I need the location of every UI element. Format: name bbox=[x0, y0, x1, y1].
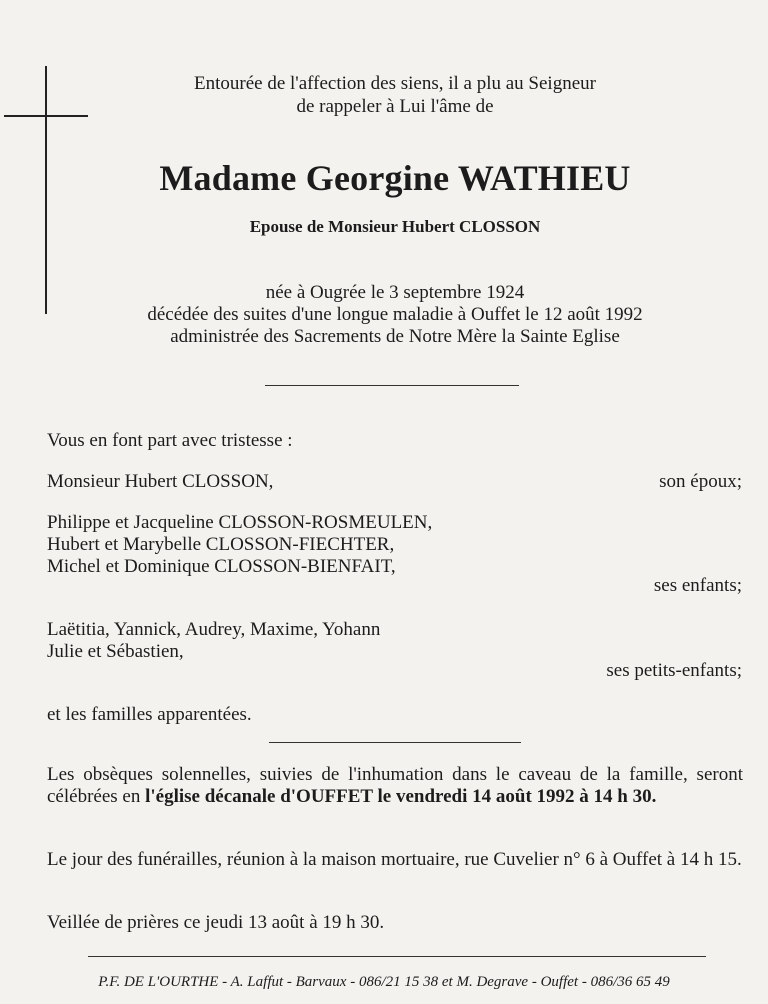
intro-line-2: de rappeler à Lui l'âme de bbox=[296, 96, 494, 117]
spouse-line: Epouse de Monsieur Hubert CLOSSON bbox=[249, 217, 541, 236]
funeral-location-time: l'église décanale d'OUFFET le vendredi 14 août 1992 à 14 h 30. bbox=[145, 786, 657, 807]
gathering-paragraph: Le jour des funérailles, réunion à la maison mortuaire, rue Cuvelier n° 6 à Ouffet à 14 h 15. bbox=[47, 849, 742, 870]
husband-name: Monsieur Hubert CLOSSON, bbox=[47, 471, 274, 492]
intro-line-1: Entourée de l'affection des siens, il a plu au Seigneur bbox=[194, 73, 596, 94]
funeral-home-footer: P.F. DE L'OURTHE - A. Laffut - Barvaux - 086/21 15 38 et M. Degrave - Ouffet - 086/36 65 49 bbox=[98, 974, 670, 990]
divider bbox=[88, 956, 706, 957]
list-item: Philippe et Jacqueline CLOSSON-ROSMEULEN, bbox=[47, 512, 433, 533]
deceased-name: Madame Georgine WATHIEU bbox=[159, 158, 631, 198]
divider bbox=[269, 742, 521, 743]
intro-text bbox=[0, 72, 768, 118]
announcement-lead: Vous en font part avec tristesse : bbox=[47, 430, 293, 451]
children-list bbox=[47, 512, 432, 578]
children-role: ses enfants; bbox=[653, 575, 742, 596]
grandchildren-role: ses petits-enfants; bbox=[606, 660, 742, 681]
vigil-line: Veillée de prières ce jeudi 13 août à 19 h 30. bbox=[47, 912, 385, 933]
list-item: Hubert et Marybelle CLOSSON-FIECHTER, bbox=[47, 534, 395, 555]
grandchildren-list bbox=[47, 619, 380, 663]
sacraments-line: administrée des Sacrements de Notre Mère la Sainte Eglise bbox=[170, 326, 620, 347]
funeral-paragraph bbox=[47, 764, 743, 808]
birth-line: née à Ougrée le 3 septembre 1924 bbox=[265, 282, 525, 303]
list-item: Laëtitia, Yannick, Audrey, Maxime, Yohann bbox=[47, 619, 381, 640]
families-line: et les familles apparentées. bbox=[47, 704, 252, 725]
list-item: Michel et Dominique CLOSSON-BIENFAIT, bbox=[47, 556, 396, 577]
death-line: décédée des suites d'une longue maladie à Ouffet le 12 août 1992 bbox=[147, 304, 643, 325]
funeral-text: Les obsèques solennelles, suivies de l'inhumation dans le caveau de la famille, seront célébrées en bbox=[47, 764, 743, 807]
divider bbox=[265, 385, 519, 386]
list-item: Julie et Sébastien, bbox=[47, 641, 184, 662]
life-details bbox=[0, 282, 768, 348]
husband-role: son époux; bbox=[659, 471, 742, 492]
